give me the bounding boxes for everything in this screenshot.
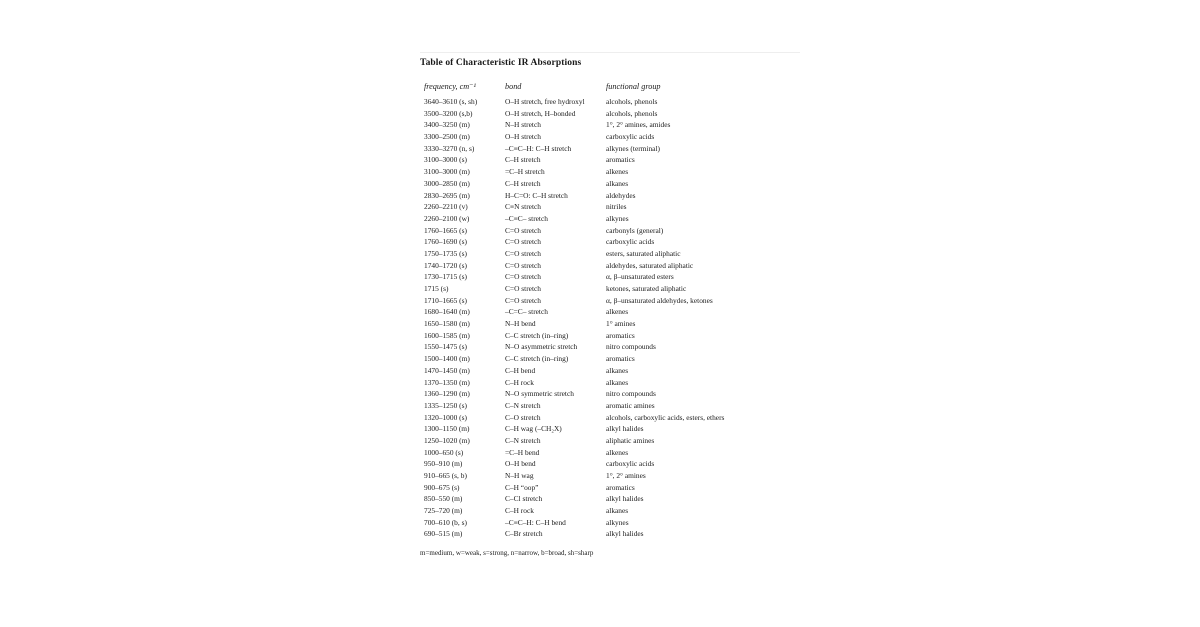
functional-group-cell: ketones, saturated aliphatic	[606, 284, 687, 293]
table-row	[420, 306, 796, 318]
functional-group-cell: carboxylic acids	[606, 132, 655, 142]
frequency-cell: 910–665 (s, b)	[424, 471, 467, 480]
functional-group-cell: esters, saturated aliphatic	[606, 248, 681, 258]
abbreviation-footnote: m=medium, w=weak, s=strong, n=narrow, b=broad, sh=sharp	[420, 549, 594, 558]
table-row	[420, 412, 796, 424]
table-body	[420, 96, 796, 540]
functional-group-column-header: functional group	[606, 82, 661, 91]
bond-cell: N–H bend	[505, 319, 536, 329]
bond-cell: N–O symmetric stretch	[505, 389, 574, 399]
ir-absorption-table	[420, 81, 796, 540]
bond-cell: –C≡C–H: C–H bend	[505, 517, 566, 527]
bond-cell: C–H stretch	[505, 178, 541, 188]
bond-cell: C–N stretch	[505, 435, 541, 445]
bond-cell: C–Br stretch	[505, 529, 543, 539]
bond-cell: N–O asymmetric stretch	[505, 342, 578, 352]
frequency-cell: 2830–2695 (m)	[424, 190, 470, 200]
bond-cell: C≡N stretch	[505, 202, 541, 212]
functional-group-cell: alcohols, phenols	[606, 108, 658, 118]
table-row	[420, 377, 796, 389]
frequency-cell: 950–910 (m)	[424, 459, 463, 469]
functional-group-cell: aromatics	[606, 155, 635, 165]
functional-group-cell: alkanes	[606, 178, 629, 188]
frequency-cell: 2260–2210 (v)	[424, 202, 468, 212]
table-row	[420, 353, 796, 365]
table-header-row	[420, 81, 796, 96]
functional-group-cell: alcohols, carboxylic acids, esters, ethers	[606, 412, 725, 422]
bond-cell: C–C stretch (in–ring)	[505, 330, 569, 340]
table-row	[420, 318, 796, 330]
table-row	[420, 108, 796, 120]
functional-group-cell: alkanes	[606, 506, 629, 516]
functional-group-cell: carboxylic acids	[606, 237, 655, 247]
frequency-cell: 690–515 (m)	[424, 529, 463, 539]
table-row	[420, 470, 796, 482]
frequency-cell: 850–550 (m)	[424, 494, 463, 504]
frequency-cell: 1680–1640 (m)	[424, 307, 470, 317]
bond-cell: C–Cl stretch	[505, 494, 543, 504]
functional-group-cell: α, β–unsaturated esters	[606, 272, 674, 282]
bond-cell: O–H stretch	[505, 132, 541, 142]
frequency-cell: 700–610 (b, s)	[424, 517, 467, 527]
table-row	[420, 213, 796, 225]
bond-cell: –C=C– stretch	[505, 307, 548, 317]
frequency-column-header: frequency, cm⁻¹	[424, 82, 476, 91]
bond-column-header: bond	[505, 82, 522, 91]
table-row	[420, 423, 796, 435]
frequency-cell: 1760–1690 (s)	[424, 237, 467, 247]
bond-cell: O–H bend	[505, 459, 536, 469]
bond-cell: O–H stretch, H–bonded	[505, 108, 576, 118]
table-row	[420, 236, 796, 248]
table-row	[420, 225, 796, 237]
table-row	[420, 505, 796, 517]
table-row	[420, 517, 796, 529]
bond-cell: C–O stretch	[505, 412, 541, 422]
table-row	[420, 330, 796, 342]
frequency-cell: 3330–3270 (n, s)	[424, 143, 475, 153]
functional-group-cell: nitro compounds	[606, 342, 656, 352]
frequency-cell: 1300–1150 (m)	[424, 424, 470, 434]
frequency-cell: 1730–1715 (s)	[424, 272, 467, 282]
functional-group-cell: aromatics	[606, 354, 635, 364]
table-row	[420, 458, 796, 470]
frequency-cell: 1550–1475 (s)	[424, 342, 467, 352]
frequency-cell: 3640–3610 (s, sh)	[424, 97, 478, 106]
frequency-cell: 3000–2850 (m)	[424, 178, 470, 188]
frequency-cell: 3500–3200 (s,b)	[424, 108, 473, 118]
bond-cell: C=O stretch	[505, 295, 541, 305]
bond-cell: O–H stretch, free hydroxyl	[505, 97, 585, 106]
bond-cell: C–H wag (–CH₂X)	[505, 424, 562, 434]
functional-group-cell: alkyl halides	[606, 424, 644, 434]
table-row	[420, 131, 796, 143]
frequency-cell: 1500–1400 (m)	[424, 354, 470, 364]
document-title: Table of Characteristic IR Absorptions	[420, 58, 582, 68]
frequency-cell: 3300–2500 (m)	[424, 132, 470, 142]
table-row	[420, 271, 796, 283]
table-row	[420, 341, 796, 353]
table-row	[420, 435, 796, 447]
bond-cell: C=O stretch	[505, 260, 541, 270]
table-row	[420, 260, 796, 272]
table-row	[420, 365, 796, 377]
functional-group-cell: aromatics	[606, 330, 635, 340]
frequency-cell: 1000–650 (s)	[424, 447, 464, 457]
table-row	[420, 119, 796, 131]
ir-absorption-document	[420, 52, 800, 557]
frequency-cell: 900–675 (s)	[424, 482, 460, 492]
functional-group-cell: 1°, 2° amines, amides	[606, 120, 671, 130]
frequency-cell: 3100–3000 (m)	[424, 167, 470, 177]
frequency-cell: 3100–3000 (s)	[424, 155, 467, 165]
table-row	[420, 190, 796, 202]
frequency-cell: 1320–1000 (s)	[424, 412, 467, 422]
bond-cell: C–N stretch	[505, 400, 541, 410]
bond-cell: –C≡C– stretch	[505, 213, 548, 223]
frequency-cell: 1715 (s)	[424, 284, 449, 293]
functional-group-cell: alkynes (terminal)	[606, 143, 660, 153]
functional-group-cell: aromatic amines	[606, 400, 655, 410]
bond-cell: N–H stretch	[505, 120, 541, 130]
frequency-cell: 3400–3250 (m)	[424, 120, 470, 130]
table-row	[420, 528, 796, 540]
frequency-cell: 1760–1665 (s)	[424, 225, 467, 235]
table-row	[420, 295, 796, 307]
frequency-cell: 1470–1450 (m)	[424, 365, 470, 375]
bond-cell: C–H rock	[505, 506, 534, 516]
bond-cell: =C–H stretch	[505, 167, 545, 177]
functional-group-cell: alkynes	[606, 213, 629, 223]
functional-group-cell: alkynes	[606, 517, 629, 527]
bond-cell: C=O stretch	[505, 272, 541, 282]
functional-group-cell: aldehydes, saturated aliphatic	[606, 260, 694, 270]
functional-group-cell: alkyl halides	[606, 529, 644, 539]
bond-cell: =C–H bend	[505, 447, 540, 457]
table-row	[420, 178, 796, 190]
functional-group-cell: 1°, 2° amines	[606, 471, 646, 480]
top-divider	[420, 52, 800, 53]
functional-group-cell: 1° amines	[606, 319, 636, 329]
frequency-cell: 2260–2100 (w)	[424, 213, 470, 223]
frequency-cell: 1740–1720 (s)	[424, 260, 467, 270]
bond-cell: N–H wag	[505, 471, 534, 480]
table-row	[420, 96, 796, 108]
table-row	[420, 154, 796, 166]
frequency-cell: 1360–1290 (m)	[424, 389, 470, 399]
bond-cell: C=O stretch	[505, 225, 541, 235]
functional-group-cell: aromatics	[606, 482, 635, 492]
bond-cell: C–H rock	[505, 377, 534, 387]
bond-cell: C–H “oop”	[505, 482, 539, 492]
functional-group-cell: alkanes	[606, 377, 629, 387]
bond-cell: C=O stretch	[505, 237, 541, 247]
bond-cell: C–H stretch	[505, 155, 541, 165]
functional-group-cell: aldehydes	[606, 190, 636, 200]
functional-group-cell: carboxylic acids	[606, 459, 655, 469]
table-row	[420, 143, 796, 155]
functional-group-cell: nitriles	[606, 202, 627, 212]
functional-group-cell: alkenes	[606, 307, 629, 317]
functional-group-cell: aliphatic amines	[606, 435, 655, 445]
functional-group-cell: nitro compounds	[606, 389, 656, 399]
table-row	[420, 166, 796, 178]
table-row	[420, 447, 796, 459]
table-row	[420, 201, 796, 213]
frequency-cell: 1370–1350 (m)	[424, 377, 470, 387]
bond-cell: H–C=O: C–H stretch	[505, 190, 568, 200]
frequency-cell: 1600–1585 (m)	[424, 330, 470, 340]
frequency-cell: 1650–1580 (m)	[424, 319, 470, 329]
functional-group-cell: alkenes	[606, 447, 629, 457]
frequency-cell: 1335–1250 (s)	[424, 400, 467, 410]
functional-group-cell: alkanes	[606, 365, 629, 375]
table-row	[420, 493, 796, 505]
functional-group-cell: α, β–unsaturated aldehydes, ketones	[606, 295, 713, 305]
table-row	[420, 388, 796, 400]
bond-cell: C–C stretch (in–ring)	[505, 354, 569, 364]
bond-cell: C=O stretch	[505, 284, 541, 293]
frequency-cell: 725–720 (m)	[424, 506, 463, 516]
bond-cell: –C≡C–H: C–H stretch	[505, 143, 572, 153]
table-row	[420, 482, 796, 494]
frequency-cell: 1750–1735 (s)	[424, 248, 467, 258]
bond-cell: C=O stretch	[505, 248, 541, 258]
functional-group-cell: alcohols, phenols	[606, 97, 658, 106]
table-row	[420, 400, 796, 412]
bond-cell: C–H bend	[505, 365, 536, 375]
frequency-cell: 1250–1020 (m)	[424, 435, 470, 445]
functional-group-cell: alkyl halides	[606, 494, 644, 504]
functional-group-cell: carbonyls (general)	[606, 225, 664, 235]
table-row	[420, 283, 796, 295]
frequency-cell: 1710–1665 (s)	[424, 295, 467, 305]
functional-group-cell: alkenes	[606, 167, 629, 177]
table-row	[420, 248, 796, 260]
